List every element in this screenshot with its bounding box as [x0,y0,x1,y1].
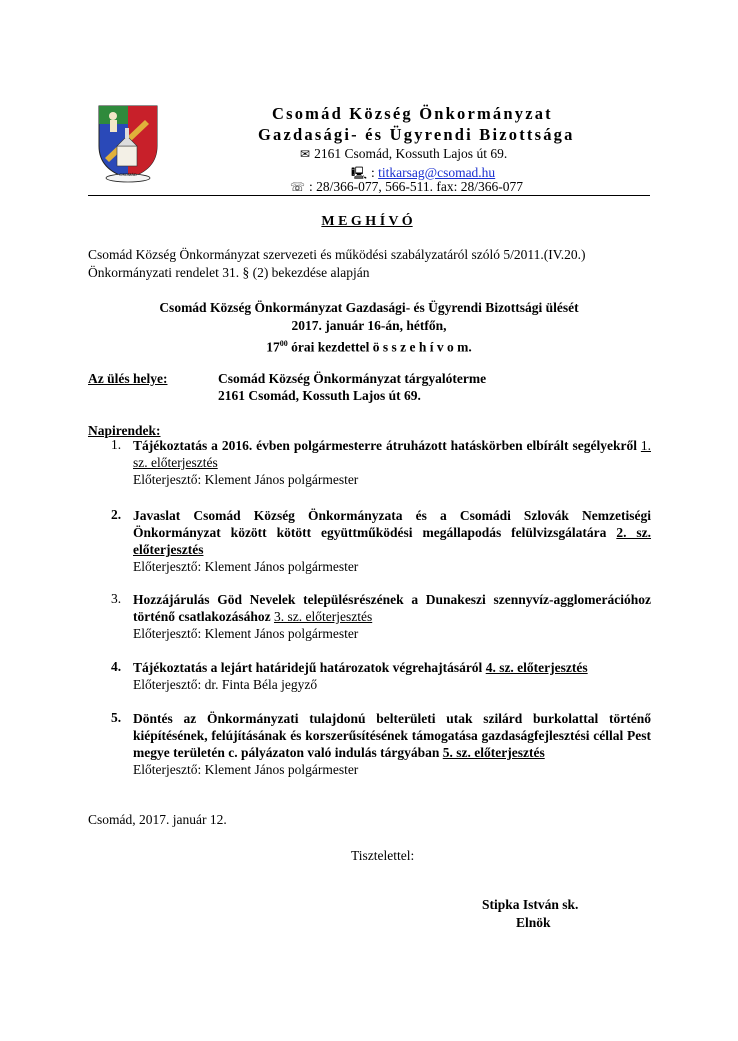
municipal-crest [95,100,161,184]
computer-icon: 🖳 [351,166,368,180]
convening-line-2: 2017. január 16-án, hétfőn, [291,318,447,333]
agenda-item [133,710,651,778]
email-link[interactable]: titkarsag@csomad.hu [378,165,496,180]
signer-name: Stipka István sk. [482,897,579,912]
agenda-item [133,659,651,693]
agenda-item-doc: 2. sz. előterjesztés [133,525,652,557]
agenda-item-text: Döntés az Önkormányzati tulajdonú belterületi utak szilárd burkolattal történő kiépítésének, felújításának és korszerűsítésének támogatása gazdaságfejlesztési céllal Pest megye területén c. pályázaton való indulás tárgyában [133,711,651,760]
agenda-item-number: 4. [111,659,122,674]
convening-minutes: 00 [279,339,288,348]
header-divider [88,195,650,196]
email-prefix: : [371,165,375,180]
venue-line-2: 2161 Csomád, Kossuth Lajos út 69. [218,388,421,403]
agenda-item-presenter: Előterjesztő: Klement János polgármester [133,762,359,777]
org-name: Csomád Község Önkormányzat [272,104,553,123]
agenda-label: Napirendek: [88,423,161,438]
agenda-item-doc: 5. sz. előterjesztés [442,745,545,760]
agenda-item-text: Tájékoztatás a 2016. évben polgármesterre átruházott hatáskörben elbírált segélyekről [133,438,641,453]
convening-rest: órai kezdettel ö s s z e h í v o m. [287,339,472,355]
agenda-item [133,507,651,575]
agenda-item-number: 5. [111,710,122,725]
intro-line-2: Önkormányzati rendelet 31. § (2) bekezdése alapján [88,265,370,280]
committee-name: Gazdasági- és Ügyrendi Bizottsága [258,125,575,144]
agenda-item-doc: 3. sz. előterjesztés [273,609,373,624]
convening-line-1: Csomád Község Önkormányzat Gazdasági- és Ügyrendi Bizottsági ülését [159,300,579,315]
crest-caption: CSOMÁD [119,172,137,177]
convening-line-3 [88,335,650,356]
venue-label: Az ülés helye: [88,371,168,386]
place-date: Csomád, 2017. január 12. [88,812,227,827]
address-line [300,146,507,162]
signer-role: Elnök [516,915,551,930]
envelope-icon: ✉ [300,147,311,161]
phone-line [290,179,523,195]
agenda-item-presenter: Előterjesztő: dr. Finta Béla jegyző [133,677,318,692]
agenda-item [133,437,651,488]
agenda-item-presenter: Előterjesztő: Klement János polgármester [133,472,359,487]
agenda-item-doc: 1. sz. előterjesztés [133,438,651,470]
agenda-item-text: Tájékoztatás a lejárt határidejű határozatok végrehajtásáról [133,660,486,675]
venue-line-1: Csomád Község Önkormányzat tárgyalóterme [218,371,487,386]
agenda-item-presenter: Előterjesztő: Klement János polgármester [133,559,359,574]
telephone-icon: ☏ [290,180,306,194]
agenda-item-presenter: Előterjesztő: Klement János polgármester [133,626,359,641]
document-title: M E G H Í V Ó [321,214,413,229]
convening-hour: 17 [266,339,280,355]
agenda-item-text: Javaslat Csomád Község Önkormányzata és a Csomádi Szlovák Nemzetiségi Önkormányzat között kötött együttműködési megállapodás felülvizsgálatára [133,508,651,540]
agenda-item-number: 1. [111,437,122,452]
agenda-item [133,591,651,642]
agenda-item-number: 2. [111,507,122,522]
agenda-item-number: 3. [111,591,122,606]
address-text: 2161 Csomád, Kossuth Lajos út 69. [314,146,508,161]
phone-text: : 28/366-077, 566-511. fax: 28/366-077 [309,179,523,194]
agenda-item-text: Hozzájárulás Göd Nevelek településrészének a Dunakeszi szennyvíz-agglomerációhoz történő csatlakozásához [133,592,651,624]
regards: Tisztelettel: [351,848,415,863]
intro-line-1: Csomád Község Önkormányzat szervezeti és működési szabályzatáról szóló 5/2011.(IV.20.) [88,247,586,262]
agenda-item-doc: 4. sz. előterjesztés [485,660,588,675]
